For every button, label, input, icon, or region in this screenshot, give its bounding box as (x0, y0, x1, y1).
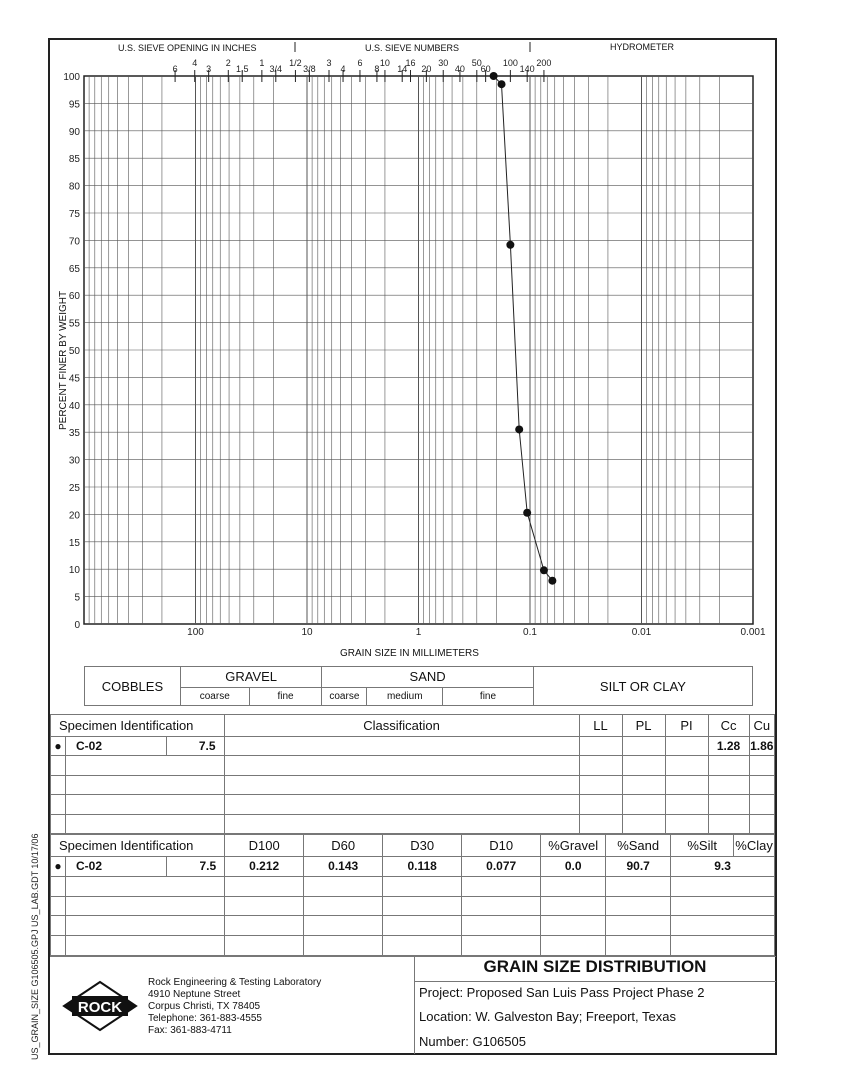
project-line: Project: Proposed San Luis Pass Project Phase 2 (419, 985, 705, 1000)
t1-header-cu: Cu (749, 715, 774, 737)
t2-header-sand: %Sand (606, 835, 671, 857)
t1-header-specimen: Specimen Identification (51, 715, 225, 737)
t2-d60: 0.143 (304, 857, 383, 877)
telephone: Telephone: 361-883-4555 (148, 1013, 262, 1024)
t2-d100: 0.212 (225, 857, 304, 877)
y-tick-label: 15 (68, 537, 80, 549)
t2-specimen-id: C-02 (66, 857, 167, 877)
t1-ll (579, 736, 622, 755)
series-marker-icon: ● (51, 736, 66, 755)
inch-sieve-label: 3/8 (303, 64, 316, 74)
y-tick-label: 85 (68, 154, 80, 166)
y-tick-label: 5 (74, 592, 80, 604)
y-tick-label: 35 (68, 428, 80, 440)
cobbles-cell: COBBLES (85, 667, 181, 706)
number-sieve-label: 16 (405, 58, 416, 68)
report-title: GRAIN SIZE DISTRIBUTION (483, 957, 707, 976)
t2-gravel: 0.0 (541, 857, 606, 877)
t1-specimen-depth: 7.5 (167, 736, 225, 755)
table-row (51, 857, 775, 877)
company-address (148, 977, 321, 1037)
data-point (540, 566, 548, 574)
address-line2: Corpus Christi, TX 78405 (148, 1001, 261, 1012)
inch-sieve-label: 3/4 (269, 64, 283, 74)
y-tick-label: 10 (68, 565, 80, 577)
number-sieve-label: 4 (340, 64, 346, 74)
x-tick-label: 0.1 (523, 627, 537, 638)
x-axis-label: GRAIN SIZE IN MILLIMETERS (340, 648, 479, 659)
y-tick-label: 70 (68, 236, 80, 248)
t1-header-cc: Cc (708, 715, 749, 737)
number-sieve-label: 200 (536, 58, 552, 68)
y-tick-label: 50 (68, 346, 80, 357)
t1-pi (665, 736, 708, 755)
rock-logo-icon (62, 980, 138, 1032)
fax: Fax: 361-883-4711 (148, 1025, 232, 1036)
y-axis-label: PERCENT FINER BY WEIGHT (58, 290, 69, 430)
sand-cell: SAND (322, 667, 533, 688)
t2-header-d100: D100 (225, 835, 304, 857)
diameter-table (50, 834, 775, 956)
data-point (515, 425, 523, 433)
y-tick-label: 45 (68, 373, 80, 385)
y-tick-label: 90 (68, 126, 80, 138)
number-sieve-label: 8 (374, 64, 380, 74)
number-sieve-label: 50 (471, 58, 482, 68)
file-reference-sidebar: US_GRAIN_SIZE G106505.GPJ US_LAB.GDT 10/17/06 (30, 833, 40, 1060)
t2-header-silt: %Silt (671, 835, 734, 857)
number-sieve-label: 40 (454, 64, 465, 74)
sieve-opening-label: U.S. SIEVE OPENING IN INCHES (118, 43, 257, 53)
y-tick-label: 25 (68, 483, 80, 494)
sand-coarse-cell: coarse (322, 687, 367, 705)
gravel-cell: GRAVEL (180, 667, 322, 688)
inch-sieve-label: 2 (225, 58, 231, 68)
x-tick-label: 100 (187, 627, 204, 638)
number-line: Number: G106505 (419, 1034, 526, 1049)
inch-sieve-label: 6 (172, 64, 178, 74)
data-point (498, 80, 506, 88)
inch-sieve-label: 1 (259, 58, 265, 68)
t2-header-clay: %Clay (734, 835, 775, 857)
data-point (506, 241, 514, 249)
t2-sand: 90.7 (606, 857, 671, 877)
y-tick-label: 55 (68, 318, 80, 330)
number-sieve-label: 6 (357, 58, 363, 68)
inch-sieve-label: 3 (326, 58, 332, 68)
inch-sieve-label: 4 (192, 58, 198, 68)
t1-specimen-id: C-02 (66, 736, 167, 755)
t1-cc: 1.28 (708, 736, 749, 755)
x-tick-label: 10 (301, 627, 313, 638)
y-tick-label: 30 (68, 455, 80, 467)
inch-sieve-label: 1/2 (289, 58, 302, 68)
t2-header-d30: D30 (383, 835, 462, 857)
t1-header-classification: Classification (224, 715, 579, 737)
t1-pl (622, 736, 665, 755)
t1-header-pi: PI (665, 715, 708, 737)
number-sieve-label: 60 (480, 64, 491, 74)
sieve-numbers-label: U.S. SIEVE NUMBERS (365, 43, 460, 53)
address-line1: 4910 Neptune Street (148, 989, 241, 1000)
t2-specimen-depth: 7.5 (167, 857, 225, 877)
data-point (490, 72, 498, 80)
t2-header-specimen: Specimen Identification (51, 835, 225, 857)
y-tick-label: 65 (68, 263, 80, 275)
number-sieve-label: 30 (438, 58, 449, 68)
x-tick-label: 0.01 (631, 627, 652, 638)
inch-sieve-label: 3 (206, 64, 212, 74)
logo-text: ROCK (77, 999, 123, 1016)
y-tick-label: 95 (68, 99, 80, 111)
gravel-coarse-cell: coarse (180, 687, 249, 705)
silt-clay-cell: SILT OR CLAY (533, 667, 752, 706)
classification-bar (84, 666, 753, 706)
t2-d10: 0.077 (462, 857, 541, 877)
t1-cu: 1.86 (749, 736, 774, 755)
number-sieve-label: 10 (379, 58, 390, 68)
classification-table (50, 714, 775, 834)
data-point (548, 577, 556, 585)
location-line: Location: W. Galveston Bay; Freeport, Texas (419, 1009, 676, 1024)
number-sieve-label: 20 (421, 64, 432, 74)
t1-header-ll: LL (579, 715, 622, 737)
hydrometer-label: HYDROMETER (610, 42, 675, 52)
series-marker-icon: ● (51, 857, 66, 877)
y-tick-label: 100 (63, 72, 80, 83)
company-name: Rock Engineering & Testing Laboratory (148, 977, 322, 988)
y-tick-label: 80 (68, 181, 80, 193)
sand-medium-cell: medium (367, 687, 443, 705)
number-sieve-label: 140 (519, 64, 535, 74)
y-tick-label: 20 (68, 510, 80, 522)
y-tick-label: 0 (74, 620, 80, 631)
t2-silt-clay: 9.3 (671, 857, 775, 877)
y-tick-label: 60 (68, 291, 80, 303)
x-tick-label: 0.001 (740, 627, 766, 638)
inch-sieve-label: 1.5 (235, 64, 249, 74)
t2-d30: 0.118 (383, 857, 462, 877)
number-sieve-label: 100 (502, 58, 518, 68)
table-row (51, 736, 775, 755)
data-point (523, 509, 531, 517)
t1-classification (224, 736, 579, 755)
gravel-fine-cell: fine (249, 687, 322, 705)
sand-fine-cell: fine (443, 687, 534, 705)
number-sieve-label: 14 (397, 64, 408, 74)
y-tick-label: 40 (68, 400, 80, 412)
x-tick-label: 1 (415, 627, 422, 638)
y-tick-label: 75 (68, 209, 80, 220)
gradation-curve (494, 76, 553, 581)
t1-header-pl: PL (622, 715, 665, 737)
t2-header-gravel: %Gravel (541, 835, 606, 857)
t2-header-d10: D10 (462, 835, 541, 857)
t2-header-d60: D60 (304, 835, 383, 857)
